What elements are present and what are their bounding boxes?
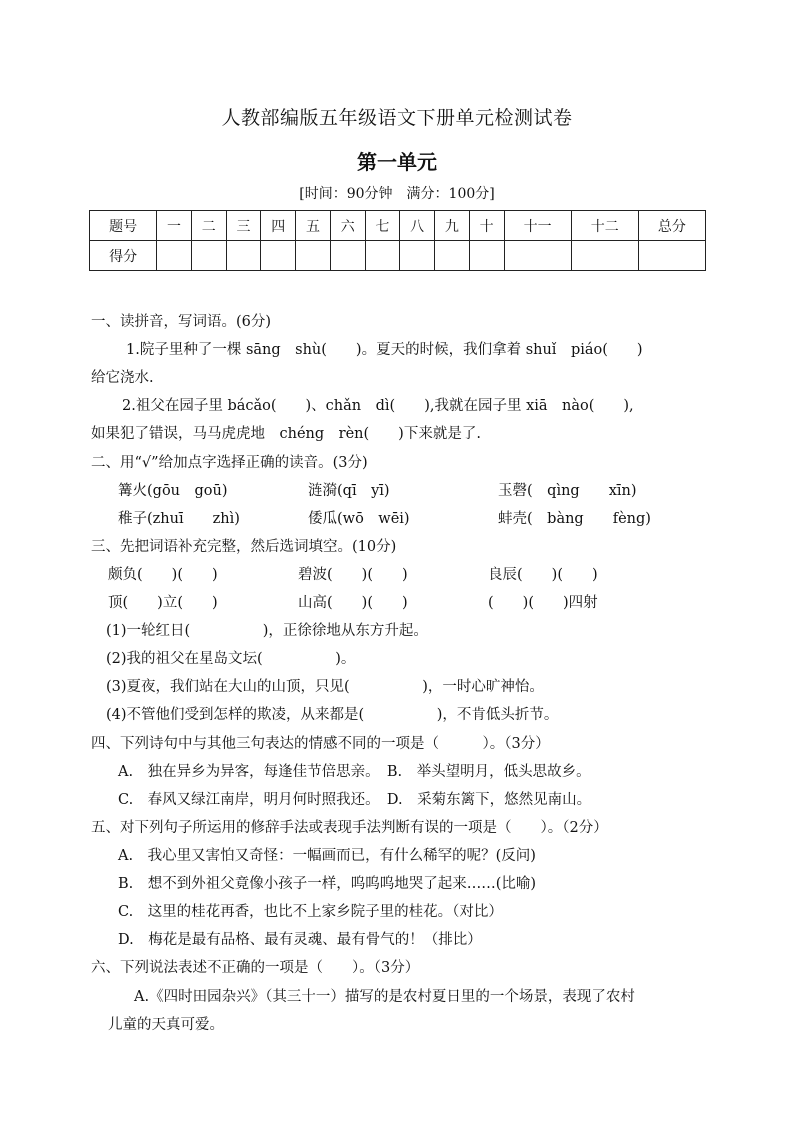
score-cell[interactable] <box>638 241 705 271</box>
table-cell: 五 <box>296 211 331 241</box>
table-cell: 六 <box>330 211 365 241</box>
q5-heading: 五、对下列句子所运用的修辞手法或表现手法判断有误的一项是（ ）。（2分） <box>91 820 608 836</box>
q2-row1 <box>118 479 637 500</box>
score-cell[interactable] <box>191 241 226 271</box>
score-cell[interactable] <box>571 241 638 271</box>
score-cell[interactable] <box>469 241 504 271</box>
table-cell: 十二 <box>571 211 638 241</box>
unit-title: 第一单元 <box>357 150 437 174</box>
q5-option-d: D. 梅花是最有品格、最有灵魂、最有骨气的！（排比） <box>118 932 482 948</box>
q6-option-a-line2: 儿童的天真可爱。 <box>108 1017 224 1033</box>
table-cell: 一 <box>157 211 192 241</box>
q1-line2: 给它浇水. <box>91 370 154 386</box>
table-cell: 十一 <box>504 211 571 241</box>
q3-sentence-4: (4)不管他们受到怎样的欺凌，从来都是( )，不肯低头折节。 <box>106 707 559 723</box>
table-cell: 八 <box>400 211 435 241</box>
table-cell: 二 <box>191 211 226 241</box>
q2-item: 蚌壳( bàng fèng) <box>498 511 651 527</box>
table-cell: 总分 <box>638 211 705 241</box>
q3-heading: 三、先把词语补充完整，然后选词填空。(10分) <box>91 539 397 555</box>
q3-row2 <box>108 591 598 612</box>
q5-option-c: C. 这里的桂花再香，也比不上家乡院子里的桂花。（对比） <box>118 904 503 920</box>
table-cell: 得分 <box>90 241 157 271</box>
q3-sentence-2: (2)我的祖父在星岛文坛( )。 <box>106 651 356 667</box>
q6-option-a-line1: A.《四时田园杂兴》（其三十一）描写的是农村夏日里的一个场景，表现了农村 <box>134 989 635 1005</box>
score-cell[interactable] <box>296 241 331 271</box>
q2-item: 倭瓜(wō wēi) <box>308 511 410 527</box>
q3-sentence-1: (1)一轮红日( )，正徐徐地从东方升起。 <box>106 623 428 639</box>
exam-title: 人教部编版五年级语文下册单元检测试卷 <box>221 107 573 129</box>
q2-item: 篝火(gōu goū) <box>118 483 228 499</box>
score-cell[interactable] <box>157 241 192 271</box>
score-cell[interactable] <box>400 241 435 271</box>
score-table-score-row <box>90 241 706 271</box>
q2-heading: 二、用“√”给加点字选择正确的读音。(3分) <box>91 455 368 471</box>
q1-line1: 1.院子里种了一棵 sāng shù( )。夏天的时候，我们拿着 shuǐ piáo( ) <box>126 342 643 358</box>
q2-item: 稚子(zhuī zhì) <box>118 511 240 527</box>
table-cell: 十 <box>469 211 504 241</box>
q4-options-cd: C. 春风又绿江南岸，明月何时照我还。 D. 采菊东篱下，悠然见南山。 <box>118 792 592 808</box>
q3-item: 山高( )( ) <box>298 595 408 611</box>
q6-heading: 六、下列说法表述不正确的一项是（ ）。（3分） <box>91 960 420 976</box>
q5-option-a: A. 我心里又害怕又奇怪：一幅画而已，有什么稀罕的呢？(反问) <box>118 848 536 864</box>
q3-item: 颇负( )( ) <box>108 567 218 583</box>
table-cell: 四 <box>261 211 296 241</box>
q2-row2 <box>118 507 651 528</box>
score-cell[interactable] <box>261 241 296 271</box>
score-cell[interactable] <box>365 241 400 271</box>
score-cell[interactable] <box>330 241 365 271</box>
table-cell: 题号 <box>90 211 157 241</box>
score-table-header-row <box>90 211 706 241</box>
q1-line3: 2.祖父在园子里 bácǎo( )、chǎn dì( ),我就在园子里 xiā nào( ), <box>122 398 634 414</box>
score-cell[interactable] <box>435 241 470 271</box>
q3-item: 碧波( )( ) <box>298 567 408 583</box>
q4-heading: 四、下列诗句中与其他三句表达的情感不同的一项是（ ）。（3分） <box>91 736 550 752</box>
q2-item: 涟漪(qī yī) <box>308 483 390 499</box>
q3-item: 良辰( )( ) <box>488 567 598 583</box>
table-cell: 三 <box>226 211 261 241</box>
q1-line4: 如果犯了错误，马马虎虎地 chéng rèn( )下来就是了. <box>91 426 481 442</box>
q3-sentence-3: (3)夏夜，我们站在大山的山顶，只见( )，一时心旷神怡。 <box>106 679 544 695</box>
q3-row1 <box>108 563 598 584</box>
q4-options-ab: A. 独在异乡为异客，每逢佳节倍思亲。 B. 举头望明月，低头思故乡。 <box>118 764 591 780</box>
q1-heading: 一、读拼音，写词语。(6分) <box>91 314 272 330</box>
score-cell[interactable] <box>504 241 571 271</box>
q3-item: 顶( )立( ) <box>108 595 218 611</box>
q5-option-b: B. 想不到外祖父竟像小孩子一样，呜呜呜地哭了起来……(比喻) <box>118 876 537 892</box>
table-cell: 九 <box>435 211 470 241</box>
q2-item: 玉磬( qìng xīn) <box>498 483 637 499</box>
time-info: [时间：90分钟 满分：100分] <box>299 186 495 202</box>
score-cell[interactable] <box>226 241 261 271</box>
table-cell: 七 <box>365 211 400 241</box>
q3-item: ( )( )四射 <box>488 595 598 611</box>
score-table <box>89 210 706 271</box>
